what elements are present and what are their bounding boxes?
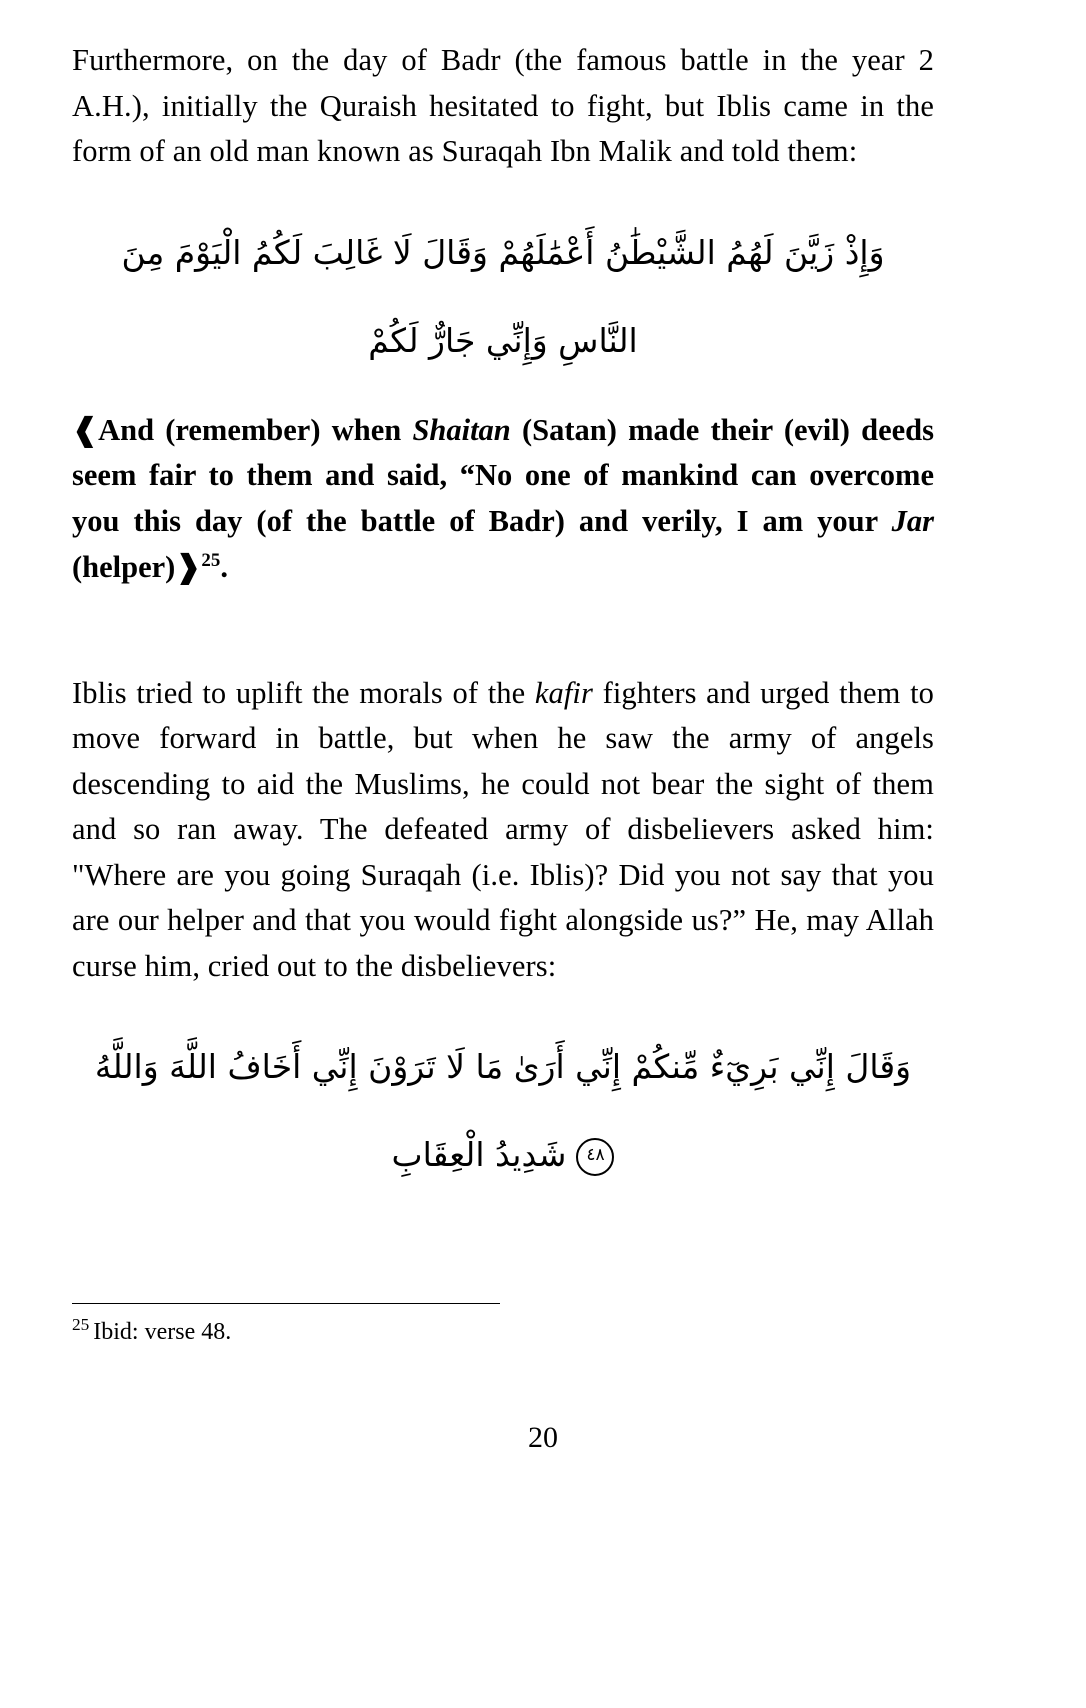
translation-italic-shaitan: Shaitan xyxy=(412,412,511,447)
arabic-quote-2-line-2-row xyxy=(72,1111,934,1199)
paragraph-narrative xyxy=(72,671,934,990)
spacer-before-arabic-1 xyxy=(72,175,934,209)
footnote-marker-25: 25 xyxy=(72,1315,90,1334)
footnote-separator-rule xyxy=(72,1303,500,1304)
arabic-quote-1-line-1: وَإِذْ زَيَّنَ لَهُمُ الشَّيْطَٰنُ أَعْمَٰلَهُمْ وَقَالَ لَا غَالِبَ لَكُمُ الْيَوْمَ مِنَ xyxy=(121,232,885,272)
spacer-before-arabic-2 xyxy=(72,989,934,1023)
translation-text-3: (helper) xyxy=(72,550,176,584)
page-content xyxy=(72,38,934,1199)
translation-quote-block xyxy=(72,407,934,591)
arabic-quote-block-2 xyxy=(72,1023,934,1199)
paragraph-intro: Furthermore, on the day of Badr (the famous battle in the year 2 A.H.), initially the Quraish hesitated to fight, but Iblis came in the form of an old man known as Suraqah Ibn Malik and told them: xyxy=(72,43,934,168)
narrative-italic-kafir: kafir xyxy=(534,675,593,710)
translation-text-1: And (remember) when xyxy=(98,412,413,447)
page-number: 20 xyxy=(528,1421,558,1454)
spacer-between-paragraphs xyxy=(72,591,934,671)
quote-close-bracket-icon: ❱ xyxy=(175,549,202,584)
quote-open-bracket-icon: ❰ xyxy=(72,411,99,447)
translation-period: . xyxy=(220,550,228,584)
footnote-reference-25[interactable]: 25 xyxy=(201,549,221,571)
arabic-quote-1-line-2: النَّاسِ وَإِنِّي جَارٌّ لَكُمْ xyxy=(368,320,638,360)
spacer-after-arabic-1 xyxy=(72,385,934,407)
arabic-quote-block-1 xyxy=(72,209,934,385)
narrative-text-2: fighters and urged them to move forward in battle, but when he saw the army of angels descending to aid the Muslims, he could not bear the sight of them and so ran away. The defeated army of disbelievers asked him: "Where are you going Suraqah (i.e. Iblis)? Did you not say that you are our helper and that you would fight alongside us?” He, may Allah curse him, cried out to the disbelievers: xyxy=(72,675,934,983)
translation-italic-jar: Jar xyxy=(891,503,934,538)
arabic-quote-2-line-1: وَقَالَ إِنِّي بَرِيٓءٌ مِّنكُمْ إِنِّي أَرَىٰ مَا لَا تَرَوْنَ إِنِّي أَخَافُ اللَّهَ وَاللَّهُ xyxy=(94,1047,912,1086)
arabic-quote-2-line-2: شَدِيدُ الْعِقَابِ xyxy=(391,1135,567,1174)
footnote-entry xyxy=(72,1317,934,1347)
narrative-text-1: Iblis tried to uplift the morals of the xyxy=(72,675,535,710)
footnote-body-text: Ibid: verse 48. xyxy=(93,1319,232,1345)
ayah-marker-icon: ٤٨ xyxy=(576,1138,614,1176)
translation-text-2: (Satan) made their (evil) deeds seem fair to them and said, “No one of mankind can overcome you this day (of the battle of Badr) and verily, I am your xyxy=(72,412,935,538)
footnote-area xyxy=(72,1303,934,1347)
